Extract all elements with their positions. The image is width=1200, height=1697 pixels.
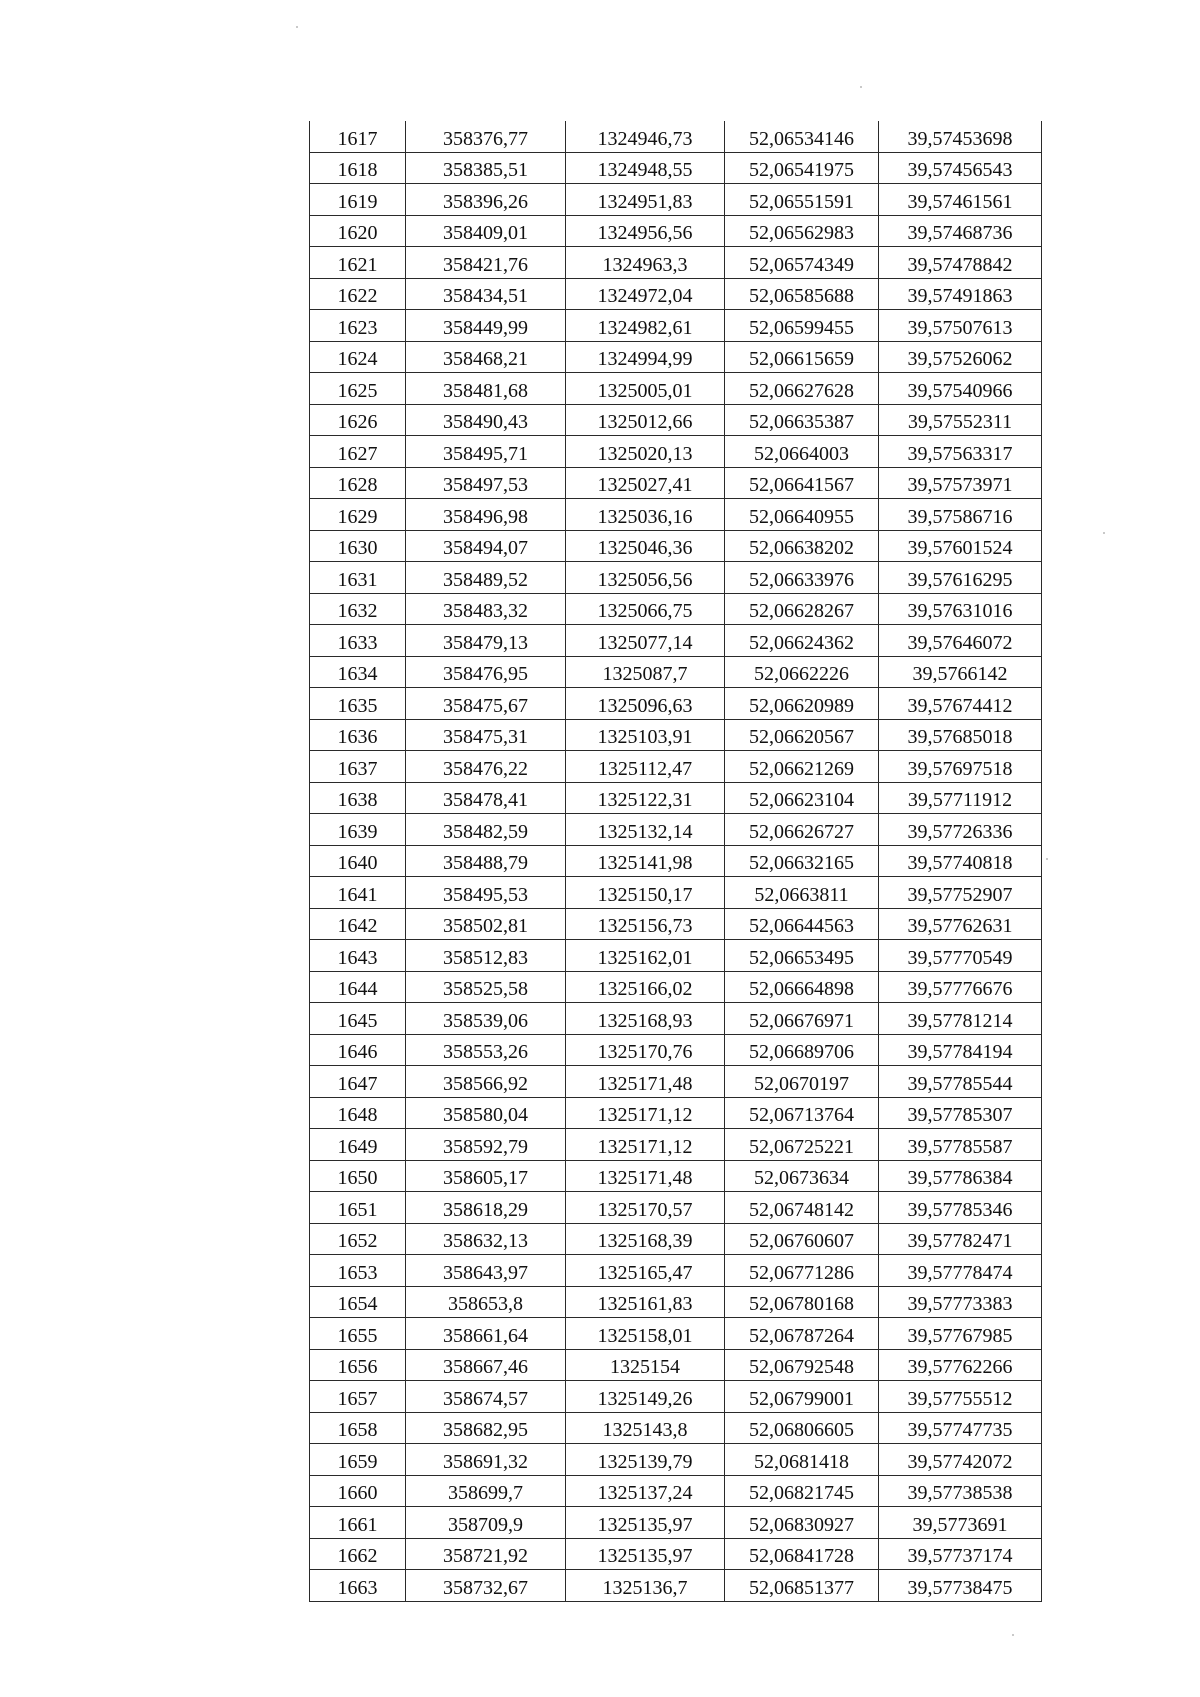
y-coordinate-cell: 1325005,01	[566, 373, 725, 405]
x-coordinate-cell: 358376,77	[406, 121, 566, 152]
latitude-cell: 52,06821745	[725, 1475, 879, 1507]
table-row	[310, 1349, 1042, 1381]
y-coordinate-cell: 1325162,01	[566, 940, 725, 972]
y-coordinate-cell: 1325036,16	[566, 499, 725, 531]
point-number-cell: 1626	[310, 404, 406, 436]
latitude-cell: 52,06620567	[725, 719, 879, 751]
longitude-cell: 39,57526062	[879, 341, 1042, 373]
y-coordinate-cell: 1325171,12	[566, 1097, 725, 1129]
x-coordinate-cell: 358490,43	[406, 404, 566, 436]
point-number-cell: 1636	[310, 719, 406, 751]
y-coordinate-cell: 1325056,56	[566, 562, 725, 594]
longitude-cell: 39,57740818	[879, 845, 1042, 877]
latitude-cell: 52,06771286	[725, 1255, 879, 1287]
y-coordinate-cell: 1325150,17	[566, 877, 725, 909]
y-coordinate-cell: 1325046,36	[566, 530, 725, 562]
point-number-cell: 1621	[310, 247, 406, 279]
latitude-cell: 52,06620989	[725, 688, 879, 720]
table-row	[310, 625, 1042, 657]
longitude-cell: 39,57755512	[879, 1381, 1042, 1413]
longitude-cell: 39,57738538	[879, 1475, 1042, 1507]
x-coordinate-cell: 358699,7	[406, 1475, 566, 1507]
y-coordinate-cell: 1324994,99	[566, 341, 725, 373]
x-coordinate-cell: 358566,92	[406, 1066, 566, 1098]
coordinates-table-body	[310, 121, 1042, 1601]
table-row	[310, 341, 1042, 373]
latitude-cell: 52,06640955	[725, 499, 879, 531]
table-row	[310, 1444, 1042, 1476]
x-coordinate-cell: 358709,9	[406, 1507, 566, 1539]
latitude-cell: 52,06628267	[725, 593, 879, 625]
longitude-cell: 39,57478842	[879, 247, 1042, 279]
table-row	[310, 121, 1042, 152]
latitude-cell: 52,06551591	[725, 184, 879, 216]
table-row	[310, 1223, 1042, 1255]
latitude-cell: 52,06713764	[725, 1097, 879, 1129]
y-coordinate-cell: 1325170,76	[566, 1034, 725, 1066]
y-coordinate-cell: 1325135,97	[566, 1507, 725, 1539]
longitude-cell: 39,57491863	[879, 278, 1042, 310]
longitude-cell: 39,57453698	[879, 121, 1042, 152]
x-coordinate-cell: 358661,64	[406, 1318, 566, 1350]
table-row	[310, 814, 1042, 846]
scan-speck	[296, 26, 298, 28]
table-row	[310, 1066, 1042, 1098]
point-number-cell: 1639	[310, 814, 406, 846]
table-row	[310, 1286, 1042, 1318]
table-row	[310, 1255, 1042, 1287]
longitude-cell: 39,57742072	[879, 1444, 1042, 1476]
y-coordinate-cell: 1325136,7	[566, 1570, 725, 1602]
table-row	[310, 404, 1042, 436]
longitude-cell: 39,57785307	[879, 1097, 1042, 1129]
y-coordinate-cell: 1325170,57	[566, 1192, 725, 1224]
latitude-cell: 52,06626727	[725, 814, 879, 846]
point-number-cell: 1661	[310, 1507, 406, 1539]
point-number-cell: 1657	[310, 1381, 406, 1413]
latitude-cell: 52,06635387	[725, 404, 879, 436]
table-row	[310, 1475, 1042, 1507]
y-coordinate-cell: 1325077,14	[566, 625, 725, 657]
y-coordinate-cell: 1325154	[566, 1349, 725, 1381]
latitude-cell: 52,06787264	[725, 1318, 879, 1350]
latitude-cell: 52,0664003	[725, 436, 879, 468]
y-coordinate-cell: 1325132,14	[566, 814, 725, 846]
table-row	[310, 278, 1042, 310]
table-row	[310, 1507, 1042, 1539]
table-row	[310, 1412, 1042, 1444]
latitude-cell: 52,06725221	[725, 1129, 879, 1161]
latitude-cell: 52,06574349	[725, 247, 879, 279]
table-row	[310, 1192, 1042, 1224]
y-coordinate-cell: 1325161,83	[566, 1286, 725, 1318]
y-coordinate-cell: 1325103,91	[566, 719, 725, 751]
point-number-cell: 1653	[310, 1255, 406, 1287]
y-coordinate-cell: 1324956,56	[566, 215, 725, 247]
table-row	[310, 1160, 1042, 1192]
point-number-cell: 1617	[310, 121, 406, 152]
point-number-cell: 1654	[310, 1286, 406, 1318]
x-coordinate-cell: 358691,32	[406, 1444, 566, 1476]
point-number-cell: 1637	[310, 751, 406, 783]
table-row	[310, 1129, 1042, 1161]
point-number-cell: 1658	[310, 1412, 406, 1444]
latitude-cell: 52,0670197	[725, 1066, 879, 1098]
point-number-cell: 1641	[310, 877, 406, 909]
latitude-cell: 52,06830927	[725, 1507, 879, 1539]
table-row	[310, 971, 1042, 1003]
latitude-cell: 52,06562983	[725, 215, 879, 247]
longitude-cell: 39,57552311	[879, 404, 1042, 436]
y-coordinate-cell: 1324946,73	[566, 121, 725, 152]
x-coordinate-cell: 358476,95	[406, 656, 566, 688]
longitude-cell: 39,57776676	[879, 971, 1042, 1003]
latitude-cell: 52,06664898	[725, 971, 879, 1003]
y-coordinate-cell: 1325166,02	[566, 971, 725, 1003]
y-coordinate-cell: 1325027,41	[566, 467, 725, 499]
latitude-cell: 52,06621269	[725, 751, 879, 783]
longitude-cell: 39,57785587	[879, 1129, 1042, 1161]
point-number-cell: 1650	[310, 1160, 406, 1192]
point-number-cell: 1631	[310, 562, 406, 594]
y-coordinate-cell: 1325087,7	[566, 656, 725, 688]
latitude-cell: 52,06653495	[725, 940, 879, 972]
y-coordinate-cell: 1324948,55	[566, 152, 725, 184]
table-row	[310, 152, 1042, 184]
longitude-cell: 39,57738475	[879, 1570, 1042, 1602]
table-row	[310, 940, 1042, 972]
point-number-cell: 1619	[310, 184, 406, 216]
table-row	[310, 467, 1042, 499]
point-number-cell: 1651	[310, 1192, 406, 1224]
latitude-cell: 52,06760607	[725, 1223, 879, 1255]
x-coordinate-cell: 358385,51	[406, 152, 566, 184]
longitude-cell: 39,5766142	[879, 656, 1042, 688]
longitude-cell: 39,57784194	[879, 1034, 1042, 1066]
table-row	[310, 310, 1042, 342]
latitude-cell: 52,06748142	[725, 1192, 879, 1224]
x-coordinate-cell: 358732,67	[406, 1570, 566, 1602]
x-coordinate-cell: 358476,22	[406, 751, 566, 783]
longitude-cell: 39,57697518	[879, 751, 1042, 783]
y-coordinate-cell: 1325020,13	[566, 436, 725, 468]
longitude-cell: 39,57468736	[879, 215, 1042, 247]
latitude-cell: 52,06689706	[725, 1034, 879, 1066]
table-row	[310, 656, 1042, 688]
point-number-cell: 1628	[310, 467, 406, 499]
y-coordinate-cell: 1325168,39	[566, 1223, 725, 1255]
y-coordinate-cell: 1325143,8	[566, 1412, 725, 1444]
x-coordinate-cell: 358502,81	[406, 908, 566, 940]
scan-speck	[1103, 532, 1105, 534]
y-coordinate-cell: 1325122,31	[566, 782, 725, 814]
y-coordinate-cell: 1325139,79	[566, 1444, 725, 1476]
point-number-cell: 1659	[310, 1444, 406, 1476]
x-coordinate-cell: 358495,71	[406, 436, 566, 468]
x-coordinate-cell: 358421,76	[406, 247, 566, 279]
table-row	[310, 1318, 1042, 1350]
point-number-cell: 1662	[310, 1538, 406, 1570]
y-coordinate-cell: 1325156,73	[566, 908, 725, 940]
x-coordinate-cell: 358525,58	[406, 971, 566, 1003]
y-coordinate-cell: 1325066,75	[566, 593, 725, 625]
x-coordinate-cell: 358478,41	[406, 782, 566, 814]
point-number-cell: 1647	[310, 1066, 406, 1098]
table-row	[310, 1034, 1042, 1066]
y-coordinate-cell: 1324972,04	[566, 278, 725, 310]
y-coordinate-cell: 1325171,12	[566, 1129, 725, 1161]
latitude-cell: 52,0663811	[725, 877, 879, 909]
table-row	[310, 782, 1042, 814]
longitude-cell: 39,57540966	[879, 373, 1042, 405]
point-number-cell: 1663	[310, 1570, 406, 1602]
x-coordinate-cell: 358495,53	[406, 877, 566, 909]
point-number-cell: 1618	[310, 152, 406, 184]
table-row	[310, 908, 1042, 940]
table-row	[310, 373, 1042, 405]
y-coordinate-cell: 1325141,98	[566, 845, 725, 877]
longitude-cell: 39,57674412	[879, 688, 1042, 720]
longitude-cell: 39,57685018	[879, 719, 1042, 751]
x-coordinate-cell: 358494,07	[406, 530, 566, 562]
y-coordinate-cell: 1325137,24	[566, 1475, 725, 1507]
table-row	[310, 562, 1042, 594]
scan-speck	[1012, 1634, 1014, 1636]
point-number-cell: 1630	[310, 530, 406, 562]
point-number-cell: 1648	[310, 1097, 406, 1129]
point-number-cell: 1643	[310, 940, 406, 972]
point-number-cell: 1642	[310, 908, 406, 940]
table-row	[310, 751, 1042, 783]
point-number-cell: 1622	[310, 278, 406, 310]
x-coordinate-cell: 358479,13	[406, 625, 566, 657]
point-number-cell: 1645	[310, 1003, 406, 1035]
x-coordinate-cell: 358434,51	[406, 278, 566, 310]
latitude-cell: 52,0673634	[725, 1160, 879, 1192]
point-number-cell: 1652	[310, 1223, 406, 1255]
point-number-cell: 1640	[310, 845, 406, 877]
longitude-cell: 39,57770549	[879, 940, 1042, 972]
x-coordinate-cell: 358497,53	[406, 467, 566, 499]
x-coordinate-cell: 358580,04	[406, 1097, 566, 1129]
latitude-cell: 52,06851377	[725, 1570, 879, 1602]
longitude-cell: 39,57646072	[879, 625, 1042, 657]
latitude-cell: 52,06632165	[725, 845, 879, 877]
y-coordinate-cell: 1325158,01	[566, 1318, 725, 1350]
point-number-cell: 1649	[310, 1129, 406, 1161]
longitude-cell: 39,57737174	[879, 1538, 1042, 1570]
point-number-cell: 1660	[310, 1475, 406, 1507]
point-number-cell: 1635	[310, 688, 406, 720]
latitude-cell: 52,06780168	[725, 1286, 879, 1318]
x-coordinate-cell: 358488,79	[406, 845, 566, 877]
point-number-cell: 1633	[310, 625, 406, 657]
table-row	[310, 877, 1042, 909]
longitude-cell: 39,57573971	[879, 467, 1042, 499]
x-coordinate-cell: 358721,92	[406, 1538, 566, 1570]
point-number-cell: 1623	[310, 310, 406, 342]
longitude-cell: 39,57726336	[879, 814, 1042, 846]
longitude-cell: 39,57785544	[879, 1066, 1042, 1098]
y-coordinate-cell: 1325149,26	[566, 1381, 725, 1413]
y-coordinate-cell: 1325135,97	[566, 1538, 725, 1570]
x-coordinate-cell: 358396,26	[406, 184, 566, 216]
longitude-cell: 39,57711912	[879, 782, 1042, 814]
latitude-cell: 52,0681418	[725, 1444, 879, 1476]
point-number-cell: 1620	[310, 215, 406, 247]
longitude-cell: 39,57782471	[879, 1223, 1042, 1255]
latitude-cell: 52,0662226	[725, 656, 879, 688]
x-coordinate-cell: 358481,68	[406, 373, 566, 405]
point-number-cell: 1634	[310, 656, 406, 688]
y-coordinate-cell: 1325012,66	[566, 404, 725, 436]
table-row	[310, 184, 1042, 216]
longitude-cell: 39,57773383	[879, 1286, 1042, 1318]
y-coordinate-cell: 1325168,93	[566, 1003, 725, 1035]
latitude-cell: 52,06841728	[725, 1538, 879, 1570]
y-coordinate-cell: 1324963,3	[566, 247, 725, 279]
table-row	[310, 530, 1042, 562]
table-row	[310, 1097, 1042, 1129]
y-coordinate-cell: 1325096,63	[566, 688, 725, 720]
x-coordinate-cell: 358468,21	[406, 341, 566, 373]
longitude-cell: 39,57762266	[879, 1349, 1042, 1381]
x-coordinate-cell: 358592,79	[406, 1129, 566, 1161]
x-coordinate-cell: 358475,67	[406, 688, 566, 720]
x-coordinate-cell: 358475,31	[406, 719, 566, 751]
point-number-cell: 1646	[310, 1034, 406, 1066]
table-row	[310, 1381, 1042, 1413]
table-row	[310, 215, 1042, 247]
latitude-cell: 52,06599455	[725, 310, 879, 342]
x-coordinate-cell: 358553,26	[406, 1034, 566, 1066]
latitude-cell: 52,06627628	[725, 373, 879, 405]
longitude-cell: 39,57456543	[879, 152, 1042, 184]
x-coordinate-cell: 358605,17	[406, 1160, 566, 1192]
y-coordinate-cell: 1324982,61	[566, 310, 725, 342]
longitude-cell: 39,57601524	[879, 530, 1042, 562]
longitude-cell: 39,57461561	[879, 184, 1042, 216]
point-number-cell: 1624	[310, 341, 406, 373]
x-coordinate-cell: 358643,97	[406, 1255, 566, 1287]
point-number-cell: 1638	[310, 782, 406, 814]
table-row	[310, 247, 1042, 279]
y-coordinate-cell: 1325165,47	[566, 1255, 725, 1287]
scan-speck	[1046, 858, 1048, 860]
table-row	[310, 719, 1042, 751]
x-coordinate-cell: 358449,99	[406, 310, 566, 342]
x-coordinate-cell: 358682,95	[406, 1412, 566, 1444]
longitude-cell: 39,57747735	[879, 1412, 1042, 1444]
table-row	[310, 499, 1042, 531]
point-number-cell: 1655	[310, 1318, 406, 1350]
latitude-cell: 52,06792548	[725, 1349, 879, 1381]
longitude-cell: 39,57563317	[879, 436, 1042, 468]
y-coordinate-cell: 1325171,48	[566, 1160, 725, 1192]
table-row	[310, 1570, 1042, 1602]
longitude-cell: 39,57752907	[879, 877, 1042, 909]
y-coordinate-cell: 1325112,47	[566, 751, 725, 783]
longitude-cell: 39,57767985	[879, 1318, 1042, 1350]
latitude-cell: 52,06644563	[725, 908, 879, 940]
longitude-cell: 39,57616295	[879, 562, 1042, 594]
point-number-cell: 1627	[310, 436, 406, 468]
longitude-cell: 39,57586716	[879, 499, 1042, 531]
table-row	[310, 593, 1042, 625]
y-coordinate-cell: 1324951,83	[566, 184, 725, 216]
longitude-cell: 39,5773691	[879, 1507, 1042, 1539]
latitude-cell: 52,06585688	[725, 278, 879, 310]
longitude-cell: 39,57762631	[879, 908, 1042, 940]
x-coordinate-cell: 358496,98	[406, 499, 566, 531]
table-row	[310, 436, 1042, 468]
x-coordinate-cell: 358653,8	[406, 1286, 566, 1318]
latitude-cell: 52,06633976	[725, 562, 879, 594]
point-number-cell: 1625	[310, 373, 406, 405]
point-number-cell: 1644	[310, 971, 406, 1003]
longitude-cell: 39,57781214	[879, 1003, 1042, 1035]
x-coordinate-cell: 358483,32	[406, 593, 566, 625]
table-row	[310, 1003, 1042, 1035]
x-coordinate-cell: 358482,59	[406, 814, 566, 846]
longitude-cell: 39,57786384	[879, 1160, 1042, 1192]
table-row	[310, 845, 1042, 877]
longitude-cell: 39,57778474	[879, 1255, 1042, 1287]
latitude-cell: 52,06615659	[725, 341, 879, 373]
point-number-cell: 1656	[310, 1349, 406, 1381]
latitude-cell: 52,06641567	[725, 467, 879, 499]
x-coordinate-cell: 358489,52	[406, 562, 566, 594]
latitude-cell: 52,06676971	[725, 1003, 879, 1035]
table-row	[310, 1538, 1042, 1570]
x-coordinate-cell: 358512,83	[406, 940, 566, 972]
point-number-cell: 1632	[310, 593, 406, 625]
latitude-cell: 52,06623104	[725, 782, 879, 814]
x-coordinate-cell: 358632,13	[406, 1223, 566, 1255]
x-coordinate-cell: 358618,29	[406, 1192, 566, 1224]
point-number-cell: 1629	[310, 499, 406, 531]
longitude-cell: 39,57507613	[879, 310, 1042, 342]
latitude-cell: 52,06799001	[725, 1381, 879, 1413]
longitude-cell: 39,57785346	[879, 1192, 1042, 1224]
x-coordinate-cell: 358674,57	[406, 1381, 566, 1413]
latitude-cell: 52,06541975	[725, 152, 879, 184]
y-coordinate-cell: 1325171,48	[566, 1066, 725, 1098]
latitude-cell: 52,06534146	[725, 121, 879, 152]
table-row	[310, 688, 1042, 720]
coordinates-table	[309, 121, 1042, 1602]
longitude-cell: 39,57631016	[879, 593, 1042, 625]
latitude-cell: 52,06638202	[725, 530, 879, 562]
x-coordinate-cell: 358667,46	[406, 1349, 566, 1381]
x-coordinate-cell: 358409,01	[406, 215, 566, 247]
latitude-cell: 52,06806605	[725, 1412, 879, 1444]
scan-speck	[860, 86, 862, 88]
latitude-cell: 52,06624362	[725, 625, 879, 657]
x-coordinate-cell: 358539,06	[406, 1003, 566, 1035]
